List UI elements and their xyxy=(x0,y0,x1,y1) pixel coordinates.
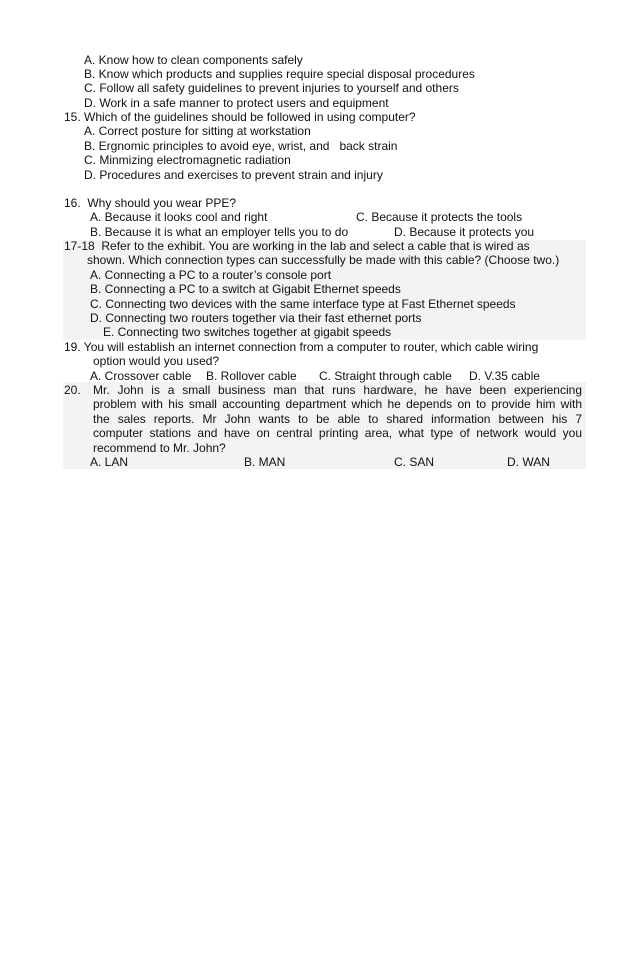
q14-option-d: D. Work in a safe manner to protect users and equipment xyxy=(84,96,389,110)
q19-option-c: C. Straight through cable xyxy=(319,369,452,383)
q20-text-line2: problem with his small accounting department which he depends on to provide him with xyxy=(93,397,582,411)
q20-text-line4: computer stations and have on central printing area, what type of network would you xyxy=(93,426,582,440)
q17-question-line1: 17-18 Refer to the exhibit. You are working in the lab and select a cable that is wired as xyxy=(64,239,530,253)
q20-text-line3: the sales reports. Mr John wants to be able to shared information between his 7 xyxy=(93,412,582,426)
q16-question: 16. Why should you wear PPE? xyxy=(64,196,237,210)
q17-option-b: B. Connecting a PC to a switch at Gigabit Ethernet speeds xyxy=(90,282,401,296)
q20-option-a: A. LAN xyxy=(90,455,129,469)
q19-option-d: D. V.35 cable xyxy=(469,369,540,383)
q20-text-line5: recommend to Mr. John? xyxy=(93,441,226,455)
q16-option-c: C. Because it protects the tools xyxy=(356,210,523,224)
q20-option-d: D. WAN xyxy=(507,455,550,469)
q20-option-b: B. MAN xyxy=(244,455,286,469)
q15-option-b: B. Ergnomic principles to avoid eye, wrist, and back strain xyxy=(84,139,398,153)
q15-option-a: A. Correct posture for sitting at workstation xyxy=(84,124,311,138)
q14-option-b: B. Know which products and supplies require special disposal procedures xyxy=(84,67,475,81)
q20-option-c: C. SAN xyxy=(394,455,435,469)
q17-option-d: D. Connecting two routers together via their fast ethernet ports xyxy=(90,311,422,325)
q16-option-d: D. Because it protects you xyxy=(394,225,535,239)
q16-option-b: B. Because it is what an employer tells you to do xyxy=(90,225,349,239)
q19-option-a: A. Crossover cable xyxy=(90,369,192,383)
q19-question-line1: 19. You will establish an internet connection from a computer to router, which cable wiring xyxy=(64,340,539,354)
q17-option-a: A. Connecting a PC to a router’s console port xyxy=(90,268,332,282)
q15-option-c: C. Minmizing electromagnetic radiation xyxy=(84,153,291,167)
q16-option-a: A. Because it looks cool and right xyxy=(90,210,268,224)
q17-option-e: E. Connecting two switches together at gigabit speeds xyxy=(103,325,392,339)
q20-text-line1: Mr. John is a small business man that runs hardware, he have been experiencing xyxy=(93,383,582,397)
q17-question-line2: shown. Which connection types can successfully be made with this cable? (Choose two.) xyxy=(87,253,560,267)
q15-question: 15. Which of the guidelines should be followed in using computer? xyxy=(64,110,416,124)
q20-number: 20. xyxy=(64,383,81,397)
q15-option-d: D. Procedures and exercises to prevent strain and injury xyxy=(84,168,383,182)
q17-option-c: C. Connecting two devices with the same interface type at Fast Ethernet speeds xyxy=(90,297,516,311)
q14-option-a: A. Know how to clean components safely xyxy=(84,53,303,67)
q14-option-c: C. Follow all safety guidelines to prevent injuries to yourself and others xyxy=(84,81,459,95)
q19-option-b: B. Rollover cable xyxy=(206,369,297,383)
q19-question-line2: option would you used? xyxy=(93,354,220,368)
